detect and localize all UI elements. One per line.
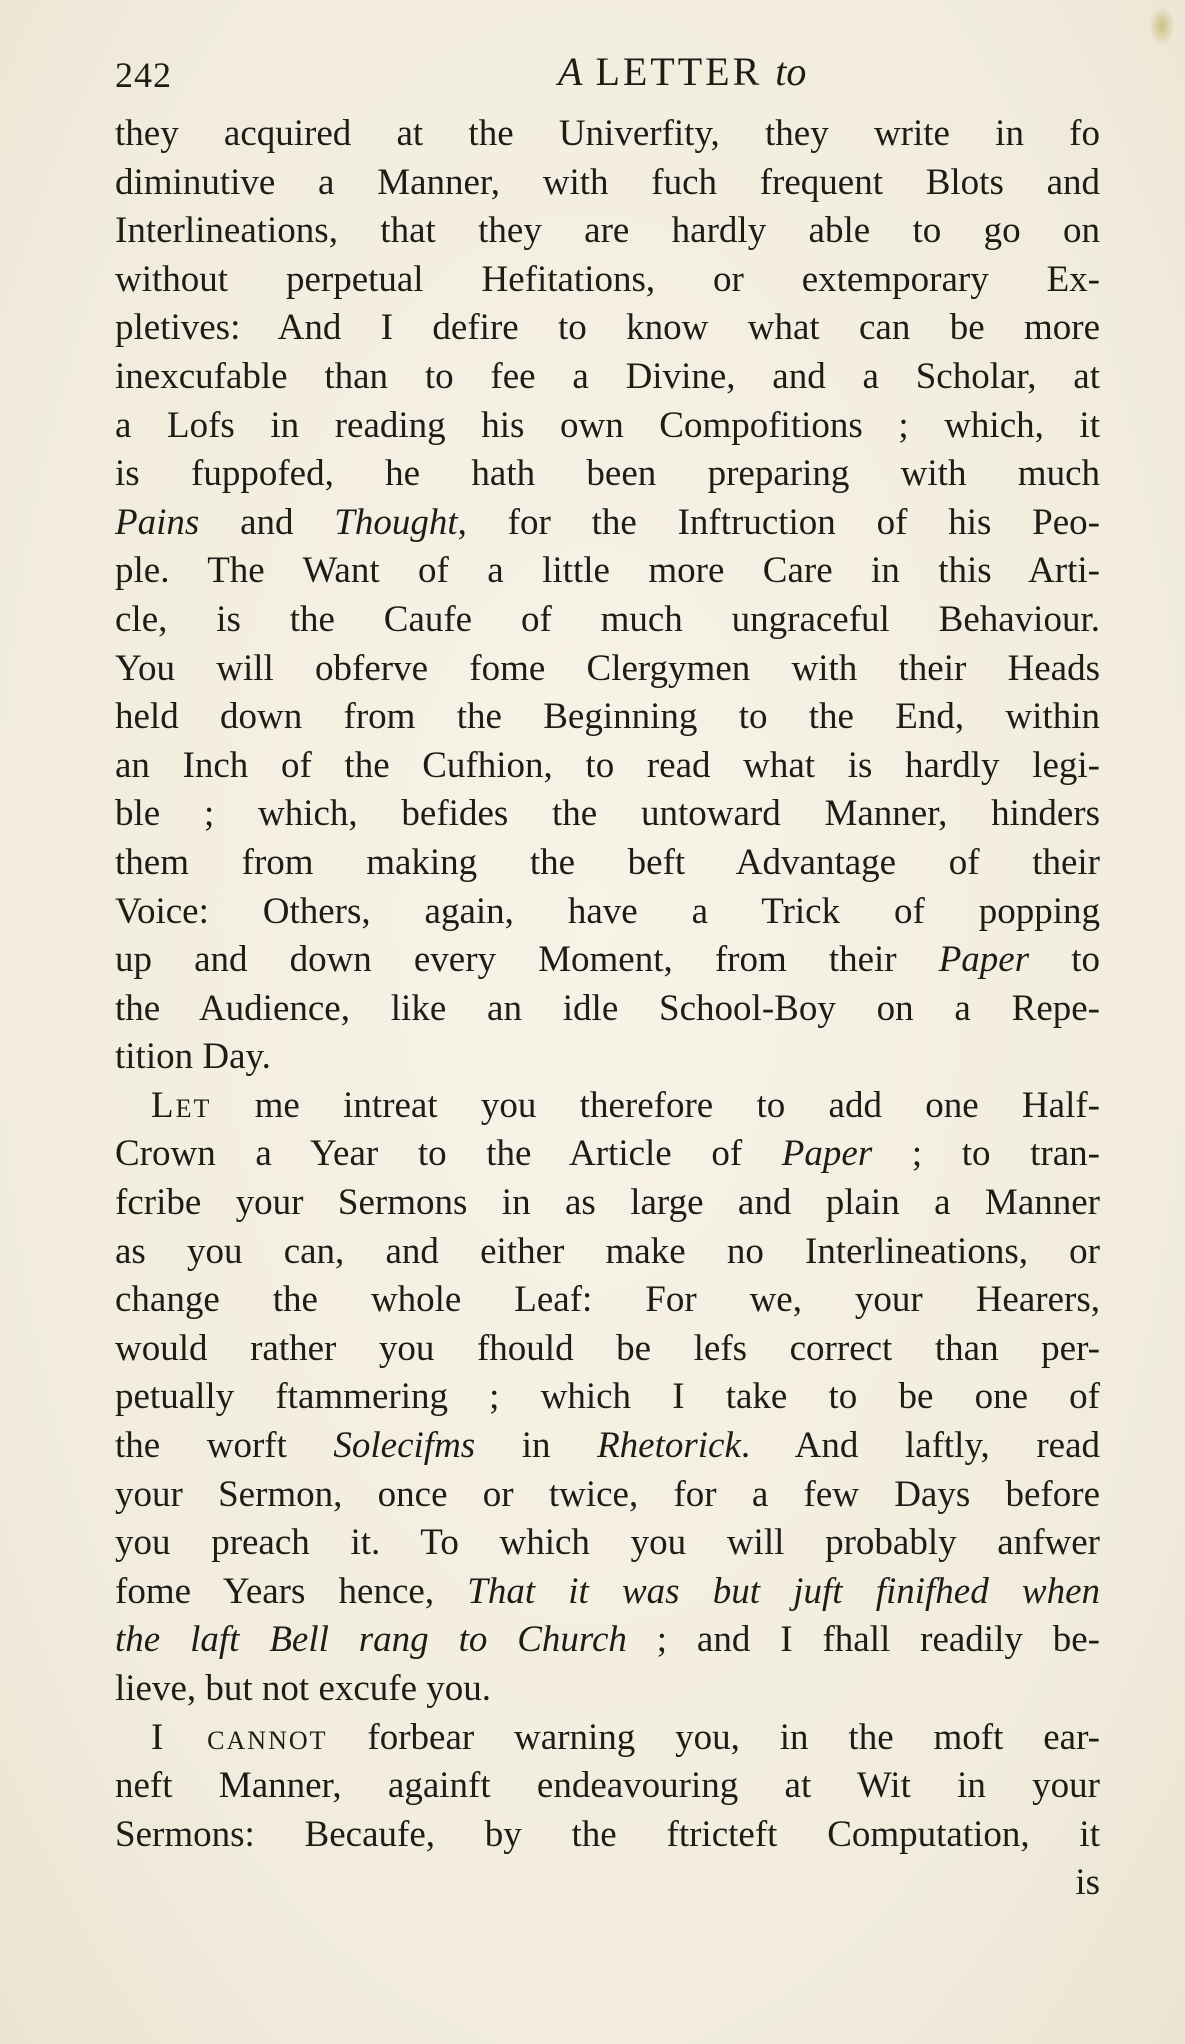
text-line-32: the laft Bell rang to Church ; and I fhall readily be- [115,1619,1100,1661]
text-line-3: Interlineations, that they are hardly able to go on [115,210,1100,252]
text-line-7: a Lofs in reading his own Compofitions ; which, it [115,404,1100,446]
text-line-34: I cannot forbear warning you, in the moft ear- [151,1716,1100,1758]
text-line-2: diminutive a Manner, with fuch frequent Blots and [115,161,1100,203]
text-line-27: petually ftammering ; which I take to be one of [115,1376,1100,1418]
text-line-20: tition Day. [115,1036,271,1078]
text-line-23: fcribe your Sermons in as large and plain a Manner [115,1182,1100,1224]
text-line-33: lieve, but not excufe you. [115,1668,492,1709]
text-line-14: an Inch of the Cufhion, to read what is hardly legi- [115,744,1100,786]
text-line-8: is fuppofed, he hath been preparing with much [115,453,1100,495]
text-line-11: cle, is the Caufe of much ungraceful Behaviour. [115,598,1100,640]
text-line-35: neft Manner, againft endeavouring at Wit in your [115,1765,1100,1807]
running-title-main: LETTER [582,49,776,94]
text-line-22: Crown a Year to the Article of Paper ; to tran- [115,1133,1100,1175]
catchword: is [1075,1862,1100,1904]
running-title-a: A [558,49,583,94]
text-line-6: inexcufable than to fee a Divine, and a Scholar, at [115,355,1100,397]
text-line-16: them from making the beft Advantage of their [115,841,1100,883]
text-line-12: You will obferve fome Clergymen with their Heads [115,647,1100,689]
page-number: 242 [115,55,172,95]
text-line-15: ble ; which, befides the untoward Manner, hinders [115,793,1100,835]
text-line-36: Sermons: Becaufe, by the ftricteft Computation, it [115,1813,1100,1855]
text-line-13: held down from the Beginning to the End, within [115,696,1100,738]
page-stain [1149,6,1175,46]
text-line-31: fome Years hence, That it was but juft finifhed when [115,1570,1100,1612]
text-line-21: Let me intreat you therefore to add one Half- [151,1084,1100,1126]
text-line-26: would rather you fhould be lefs correct than per- [115,1327,1100,1369]
text-line-25: change the whole Leaf: For we, your Hearers, [115,1279,1100,1321]
running-title [558,48,806,95]
text-line-9: Pains and Thought, for the Inftruction of his Peo- [115,501,1100,543]
text-line-10: ple. The Want of a little more Care in this Arti- [115,550,1100,592]
text-line-17: Voice: Others, again, have a Trick of popping [115,890,1100,932]
text-line-24: as you can, and either make no Interlineations, or [115,1230,1100,1272]
body-text [115,110,1100,1908]
text-line-5: pletives: And I defire to know what can be more [115,307,1100,349]
running-title-to: to [775,49,807,94]
text-line-1: they acquired at the Univerfity, they write in fo [115,113,1100,154]
text-line-28: the worft Solecifms in Rhetorick. And laftly, read [115,1425,1100,1467]
text-line-4: without perpetual Hefitations, or extemporary Ex- [115,258,1100,300]
text-line-19: the Audience, like an idle School-Boy on a Repe- [115,987,1100,1029]
text-line-18: up and down every Moment, from their Paper to [115,939,1100,981]
text-line-30: you preach it. To which you will probably anfwer [115,1522,1100,1564]
page-header [115,48,1095,108]
text-line-29: your Sermon, once or twice, for a few Days before [115,1473,1100,1515]
